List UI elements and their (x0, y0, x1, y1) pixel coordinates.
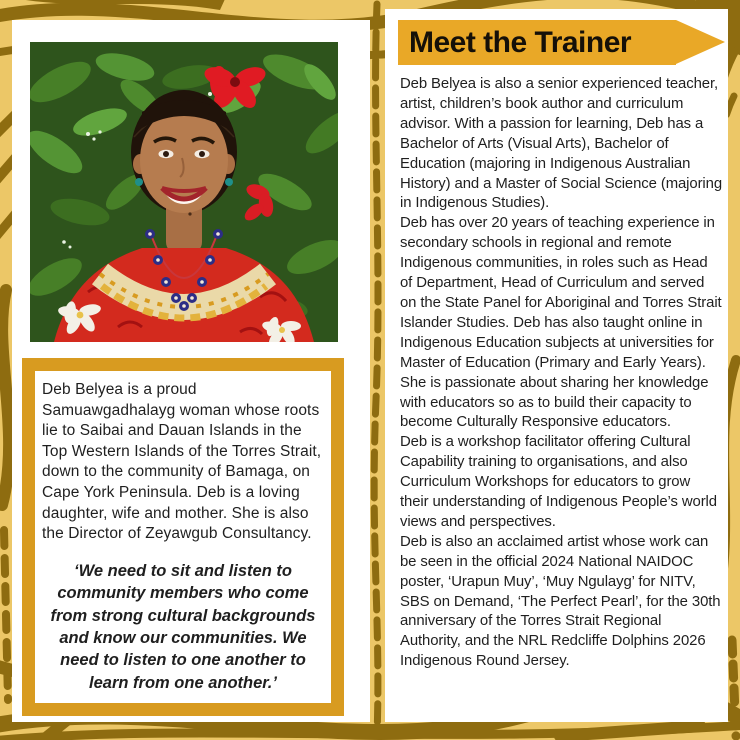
bio-quote-box (22, 358, 344, 716)
bio-text: Deb Belyea is a proud Samuawgadhalayg woman whose roots lie to Saibai and Dauan Islands in the Top Western Islands of the Torres Strait, down to the community of Bamaga, on Cape York Peninsula. Deb is a loving daughter, wife and mother. She is also the Director of Zeyawgub Consultancy. (42, 381, 322, 543)
trainer-paragraph: Deb is also an acclaimed artist whose work can be seen in the official 2024 National NAIDOC poster, ‘Urapun Muy’, ‘Muy Ngulayg’ for NITV, SBS on Demand, ‘The Perfect Pearl’, for the 30th anniversary of the Torres Strait Regional Authority, and the NRL Redcliffe Dolphins 2026 Indigenous Round Jersey. (400, 533, 721, 670)
arrow-right-icon (676, 20, 725, 64)
quote-text: ‘We need to sit and listen to community members who come from strong cultural backgrounds and know our communities. We need to listen to one another to learn from one another.’ (50, 561, 316, 692)
trainer-description (400, 75, 722, 672)
trainer-paragraph: Deb is a workshop facilitator offering Cultural Capability training to organisations, and also Curriculum Workshops for educators to grow their understanding of Indigenous People’s world views and perspectives. (400, 434, 717, 530)
trainer-photo (30, 42, 338, 342)
trainer-paragraph: Deb Belyea is also a senior experienced teacher, artist, children’s book author and curriculum advisor. With a passion for learning, Deb has a Bachelor of Arts (Visual Arts), Bachelor of Education (majoring in Indigenous Australian History) and a Master of Social Science (majoring in Indigenous Studies). (400, 76, 722, 212)
trainer-photo-illustration (30, 42, 338, 342)
left-card (12, 20, 370, 722)
page-title: Meet the Trainer (409, 25, 632, 59)
trainer-paragraph: Deb has over 20 years of teaching experience in secondary schools in regional and remote Indigenous communities, in roles such as Head of Department, Head of Curriculum and served on the State Panel for Aboriginal and Torres Strait Islander Studies. Deb has also taught online in Indigenous Education subjects at universities for Master of Education (Primary and Early Years). She is passionate about sharing her knowledge with educators so as to build their capacity to become Culturally Responsive educators. (400, 215, 722, 431)
title-banner (398, 20, 676, 65)
right-panel (385, 9, 728, 722)
